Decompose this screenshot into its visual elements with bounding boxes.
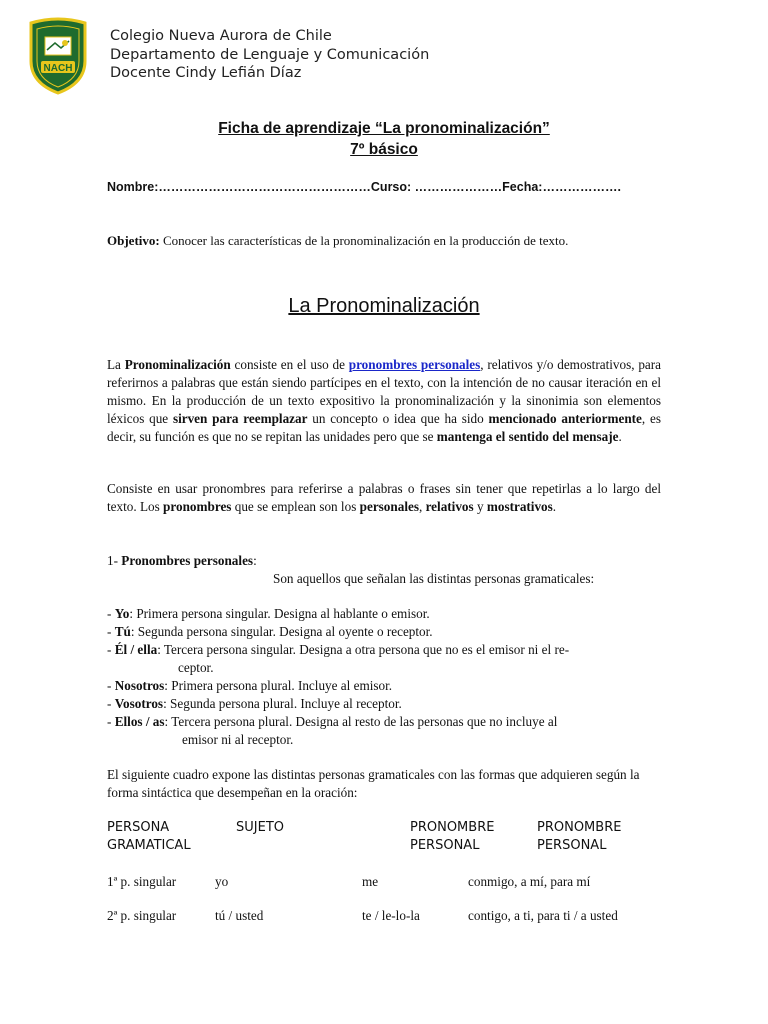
table-cell: yo xyxy=(215,874,229,889)
name-label: Nombre: xyxy=(107,180,159,194)
section-1-subtitle: Son aquellos que señalan las distintas personas gramaticales: xyxy=(273,571,595,586)
table-cell: 1ª p. singular xyxy=(107,874,177,889)
student-fields xyxy=(107,180,707,194)
course-label: Curso: xyxy=(370,180,415,194)
table-intro: El siguiente cuadro expone las distintas personas gramaticales con las formas que adquieren según la forma sintáctica que desempeñan en la oración: xyxy=(107,767,640,800)
table-header-pronombre-2: PRONOMBRE PERSONAL xyxy=(537,820,622,853)
sheet-title: Ficha de aprendizaje “La pronominalización” xyxy=(218,120,550,137)
intro-paragraph-2: Consiste en usar pronombres para referirse a palabras o frases sin tener que repetirlas a lo largo del texto. Los pronombres que se emplean son los personales, relativos y mostrativos. xyxy=(107,481,661,514)
course-blank[interactable]: ………………… xyxy=(414,180,503,194)
section-1-title: 1- Pronombres personales: xyxy=(107,553,257,568)
pronombres-personales-link[interactable]: pronombres personales xyxy=(348,357,481,372)
objective-label: Objetivo: xyxy=(107,233,160,248)
department-name: Departamento de Lenguaje y Comunicación xyxy=(110,46,430,63)
table-cell: me xyxy=(362,874,379,889)
main-heading: La Pronominalización xyxy=(288,295,480,317)
table-cell: conmigo, a mí, para mí xyxy=(468,874,591,889)
table-header-persona: PERSONA GRAMATICAL xyxy=(107,820,191,853)
table-cell: te / le-lo-la xyxy=(362,908,420,923)
pronoun-item-continuation: emisor ni al receptor. xyxy=(182,732,294,747)
pronoun-item: - Tú: Segunda persona singular. Designa al oyente o receptor. xyxy=(107,624,433,639)
table-cell: tú / usted xyxy=(215,908,264,923)
objective-text: Conocer las características de la pronominalización en la producción de texto. xyxy=(159,233,569,248)
pronoun-item: - Vosotros: Segunda persona plural. Incluye al receptor. xyxy=(107,696,402,711)
name-blank[interactable]: …………………………………………… xyxy=(158,180,371,194)
pronoun-item: - Yo: Primera persona singular. Designa al hablante o emisor. xyxy=(107,606,430,621)
table-header-sujeto: SUJETO xyxy=(236,820,284,835)
table-cell: 2ª p. singular xyxy=(107,908,177,923)
sheet-grade: 7º básico xyxy=(350,141,418,158)
pronoun-item: - Nosotros: Primera persona plural. Incluye al emisor. xyxy=(107,678,393,693)
pronoun-item: - Él / ella: Tercera persona singular. Designa a otra persona que no es el emisor ni el re- xyxy=(107,642,570,657)
date-blank[interactable]: ………………. xyxy=(542,180,621,194)
date-label: Fecha: xyxy=(502,180,543,194)
objective xyxy=(107,233,707,249)
crest-text: NACH xyxy=(43,63,73,74)
school-name: Colegio Nueva Aurora de Chile xyxy=(110,28,332,44)
pronoun-item: - Ellos / as: Tercera persona plural. Designa al resto de las personas que no incluye al xyxy=(107,714,558,729)
intro-paragraph-1: La Pronominalización consiste en el uso de pronombres personales, relativos y/o demostrativos, para referirnos a palabras que están siendo partícipes en el texto, con la intención de no causar iteración en el mismo. En la producción de un texto expositivo la pronominalización y la sinonimia son elementos léxicos que sirven para reemplazar un concepto o idea que ha sido mencionado anteriormente, es decir, su función es que no se repitan las unidades pero que se mantenga el sentido del mensaje. xyxy=(107,357,662,444)
teacher-name: Docente Cindy Lefián Díaz xyxy=(110,65,302,81)
pronoun-item-continuation: ceptor. xyxy=(178,660,214,675)
table-cell: contigo, a ti, para ti / a usted xyxy=(468,908,618,923)
school-info xyxy=(110,27,610,83)
school-crest-logo xyxy=(25,17,91,95)
table-header-pronombre-1: PRONOMBRE PERSONAL xyxy=(410,820,495,853)
